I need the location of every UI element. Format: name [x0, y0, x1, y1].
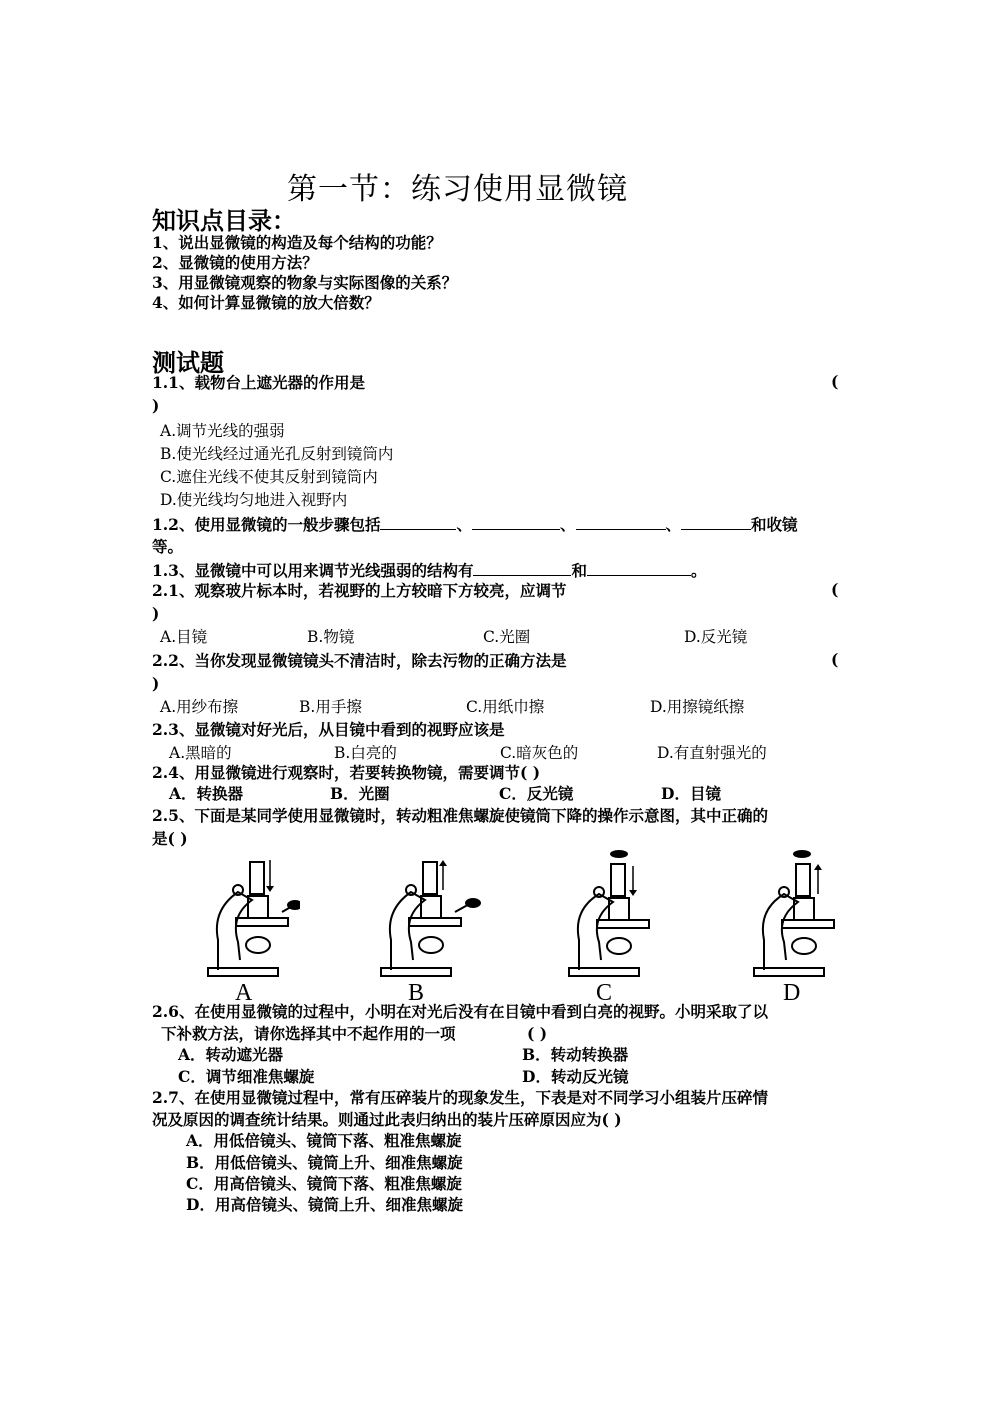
microscope-figure-b — [375, 850, 485, 980]
option-d: D．转动反光镜 — [522, 1067, 629, 1086]
option-c: C.光圈 — [483, 628, 531, 646]
answer-blank[interactable] — [681, 513, 751, 530]
catalog-item: 2、显微镜的使用方法？ — [152, 253, 318, 272]
option-d: D．用高倍镜头、镜筒上升、细准焦螺旋 — [186, 1195, 463, 1214]
option-c: C．用高倍镜头、镜筒下落、粗准焦螺旋 — [186, 1174, 462, 1193]
answer-blank[interactable] — [576, 513, 666, 530]
option-a: A.用纱布擦 — [160, 698, 239, 716]
option-b: B．转动转换器 — [522, 1045, 629, 1064]
answer-paren-close: ) — [152, 396, 160, 415]
question-1-1-stem: 1.1、载物台上遮光器的作用是 — [152, 373, 365, 392]
option-d: D.用擦镜纸擦 — [650, 698, 745, 716]
question-1-2-tail: 和收镜 — [751, 515, 798, 534]
option-a: A.目镜 — [160, 628, 208, 646]
option-c: C．反光镜 — [499, 784, 574, 803]
figure-label-d: D — [783, 980, 801, 1006]
option-b: B.物镜 — [307, 628, 355, 646]
answer-paren-open: ( — [831, 580, 839, 599]
option-b: B．用低倍镜头、镜筒上升、细准焦螺旋 — [186, 1153, 463, 1172]
catalog-item: 4、如何计算显微镜的放大倍数？ — [152, 293, 380, 312]
option-a: A.调节光线的强弱 — [160, 422, 285, 440]
question-1-3 — [152, 559, 707, 582]
question-1-3-mid: 和 — [571, 561, 587, 580]
option-d: D.有直射强光的 — [657, 744, 767, 762]
question-2-7-line2: 况及原因的调查统计结果。则通过此表归纳出的装片压碎原因应为( ) — [152, 1110, 622, 1129]
blank-separator: 、 — [665, 515, 682, 534]
option-c: C．调节细准焦螺旋 — [178, 1067, 315, 1086]
option-b: B.使光线经过通光孔反射到镜筒内 — [160, 445, 394, 463]
question-2-1-stem: 2.1、观察玻片标本时，若视野的上方较暗下方较亮，应调节 — [152, 581, 567, 600]
question-2-4-stem: 2.4、用显微镜进行观察时，若要转换物镜，需要调节( ) — [152, 763, 541, 782]
test-heading: 测试题 — [152, 348, 224, 377]
question-1-2-line2: 等。 — [152, 537, 184, 556]
catalog-heading: 知识点目录： — [152, 206, 296, 235]
page-title: 第一节：练习使用显微镜 — [287, 172, 628, 207]
blank-separator: 、 — [559, 515, 576, 534]
option-a: A．转动遮光器 — [178, 1045, 284, 1064]
answer-paren-open: ( — [831, 650, 839, 669]
option-b: B．光圈 — [330, 784, 390, 803]
option-b: B.用手擦 — [299, 698, 362, 716]
figure-label-b: B — [408, 980, 425, 1006]
question-2-7-line1: 2.7、在使用显微镜过程中，常有压碎装片的现象发生，下表是对不同学习小组装片压碎情 — [152, 1088, 768, 1107]
microscope-figure-c — [565, 850, 665, 980]
microscope-figure-d — [750, 850, 850, 980]
option-d: D．目镜 — [661, 784, 721, 803]
question-2-6-line2: 下补救方法，请你选择其中不起作用的一项 — [161, 1024, 456, 1043]
catalog-item: 3、用显微镜观察的物象与实际图像的关系？ — [152, 273, 458, 292]
option-a: A．转换器 — [169, 784, 244, 803]
option-a: A．用低倍镜头、镜筒下落、粗准焦螺旋 — [186, 1131, 462, 1150]
blank-separator: 、 — [456, 515, 472, 534]
question-2-2-stem: 2.2、当你发现显微镜镜头不清洁时，除去污物的正确方法是 — [152, 651, 567, 670]
option-c: C.暗灰色的 — [500, 744, 579, 762]
question-1-2-stem: 1.2、使用显微镜的一般步骤包括 — [152, 515, 381, 534]
catalog-item: 1、说出显微镜的构造及每个结构的功能？ — [152, 233, 442, 252]
figure-label-a: A — [235, 980, 253, 1006]
option-a: A.黑暗的 — [169, 744, 232, 762]
answer-blank[interactable] — [380, 513, 456, 530]
answer-paren: ( ) — [527, 1024, 548, 1043]
answer-paren-open: ( — [831, 372, 839, 391]
option-c: C.用纸巾擦 — [466, 698, 545, 716]
question-2-6-line1: 2.6、在使用显微镜的过程中，小明在对光后没有在目镜中看到白亮的视野。小明采取了以 — [152, 1002, 768, 1021]
option-d: D.反光镜 — [684, 628, 748, 646]
option-d: D.使光线均匀地进入视野内 — [160, 491, 348, 509]
answer-paren-close: ) — [152, 604, 160, 623]
question-1-2 — [152, 513, 798, 536]
question-2-5-line1: 2.5、下面是某同学使用显微镜时，转动粗准焦螺旋使镜筒下降的操作示意图，其中正确的 — [152, 806, 768, 825]
answer-paren-close: ) — [152, 674, 160, 693]
answer-blank[interactable] — [473, 559, 571, 576]
question-2-5-line2: 是( ) — [152, 829, 188, 848]
question-2-3-stem: 2.3、显微镜对好光后，从目镜中看到的视野应该是 — [152, 720, 505, 739]
microscope-figure-a — [200, 850, 300, 980]
question-1-3-end: 。 — [690, 561, 707, 580]
option-b: B.白亮的 — [334, 744, 397, 762]
question-1-3-stem: 1.3、显微镜中可以用来调节光线强弱的结构有 — [152, 561, 474, 580]
option-c: C.遮住光线不使其反射到镜筒内 — [160, 468, 378, 486]
answer-blank[interactable] — [587, 559, 691, 576]
answer-blank[interactable] — [472, 513, 560, 530]
figure-label-c: C — [596, 980, 613, 1006]
